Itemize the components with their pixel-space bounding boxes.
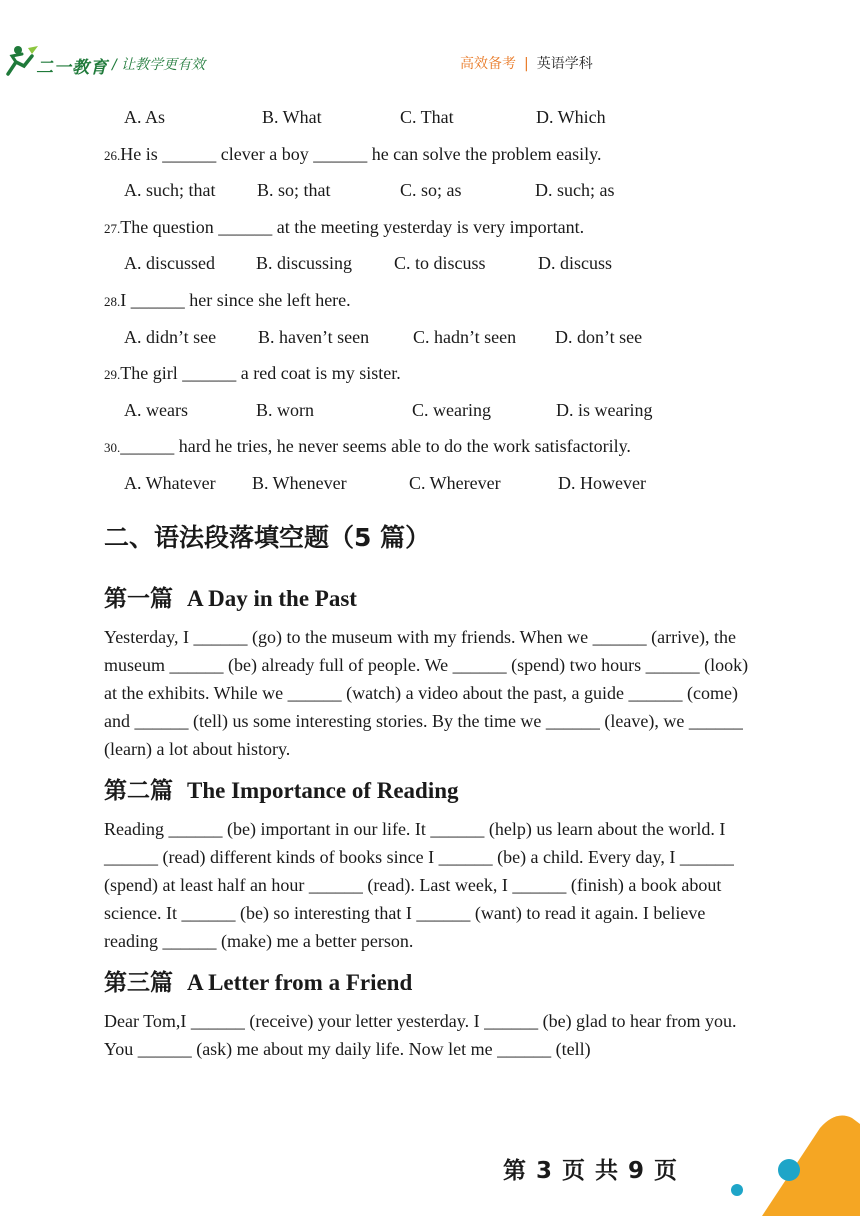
option: A. discussed	[124, 253, 215, 274]
question-text: I ______ her since she left here.	[120, 289, 351, 310]
section-title: 二、语法段落填空题（5 篇）	[104, 522, 431, 552]
passage-heading: A Day in the Past	[187, 585, 357, 611]
tag-exam-prep: 高效备考	[460, 56, 516, 72]
passage-1-text: Yesterday, I ______ (go) to the museum with my friends. When we ______ (arrive), the museum ______ (be) already full of people. We ______ (spend) two hours ______ (look) at the exhibits. While we ______ (watch) a video about the past, a guide ______ (come) and ______ (tell) us some interesting stories. By the time we ______ (leave), we ______ (learn) a lot about history.	[104, 626, 749, 759]
tag-subject: 英语学科	[536, 56, 593, 72]
option: D. is wearing	[556, 399, 653, 420]
passage-number: 第三篇	[104, 969, 173, 996]
q25-options	[124, 104, 764, 141]
passage-2-text: Reading ______ (be) important in our life. It ______ (help) us learn about the world. I ______ (read) different kinds of books since I ______ (be) a child. Every day, I ______ (spend) at least half an hour ______ (read). Last week, I ______ (finish) a book about science. It ______ (be) so interesting that I ______ (want) to read it again. I believe reading ______ (make) me a better person.	[104, 818, 734, 951]
brand-name: 二一教育	[36, 58, 108, 78]
option: D. Which	[536, 107, 606, 127]
question-text: The question ______ at the meeting yesterday is very important.	[120, 216, 585, 237]
option: B. so; that	[257, 180, 331, 201]
question-28	[104, 287, 764, 324]
option: B. worn	[256, 399, 314, 420]
option: C. hadn’t seen	[413, 326, 517, 347]
question-number: 26.	[104, 147, 121, 163]
option: C. to discuss	[394, 253, 486, 274]
option: C. Wherever	[409, 472, 501, 493]
passage-heading: The Importance of Reading	[187, 777, 459, 803]
q30-options	[124, 470, 764, 507]
header-tags	[460, 53, 593, 73]
passage-2-title	[104, 775, 764, 815]
option: A. wears	[124, 399, 188, 420]
option: A. didn’t see	[124, 326, 217, 347]
option: A. Whatever	[124, 472, 216, 493]
question-text: He is ______ clever a boy ______ he can solve the problem easily.	[120, 143, 602, 164]
q28-options	[124, 324, 764, 361]
q29-options	[124, 397, 764, 434]
option: C. so; as	[400, 180, 462, 201]
option: B. discussing	[256, 253, 353, 274]
option: D. such; as	[535, 180, 615, 201]
page-content	[104, 104, 764, 1075]
option: A. such; that	[124, 180, 216, 201]
passage-3-text: Dear Tom,I ______ (receive) your letter yesterday. I ______ (be) glad to hear from you. You ______ (ask) me about my daily life. Now let me ______ (tell)	[104, 1010, 737, 1059]
option: D. don’t see	[555, 326, 643, 347]
option: D. discuss	[538, 253, 613, 274]
passage-3-title	[104, 967, 764, 1007]
q26-options	[124, 177, 764, 214]
option: A. As	[124, 107, 166, 127]
question-number: 29.	[104, 367, 121, 383]
question-number: 28.	[104, 293, 121, 309]
question-number: 30.	[104, 440, 121, 456]
passage-number: 第一篇	[104, 585, 173, 612]
page-header	[0, 0, 860, 90]
q27-options	[124, 250, 764, 287]
passage-heading: A Letter from a Friend	[187, 969, 413, 995]
question-number: 27.	[104, 220, 121, 236]
option: C. That	[400, 107, 454, 127]
passage-1-title	[104, 583, 764, 623]
option: B. Whenever	[252, 472, 347, 493]
option: C. wearing	[412, 399, 491, 420]
question-text: The girl ______ a red coat is my sister.	[120, 363, 401, 384]
question-26	[104, 141, 764, 178]
passage-number: 第二篇	[104, 777, 173, 804]
question-29	[104, 360, 764, 397]
question-27	[104, 214, 764, 251]
slogan: / 让教学更有效	[112, 57, 206, 73]
question-30	[104, 433, 764, 470]
question-text: ______ hard he tries, he never seems able to do the work satisfactorily.	[120, 436, 631, 457]
tag-separator: |	[524, 56, 529, 72]
page-number: 第 3 页 共 9 页	[503, 1158, 679, 1184]
option: D. However	[558, 472, 646, 493]
option: B. What	[262, 107, 322, 127]
option: B. haven’t seen	[258, 326, 370, 347]
